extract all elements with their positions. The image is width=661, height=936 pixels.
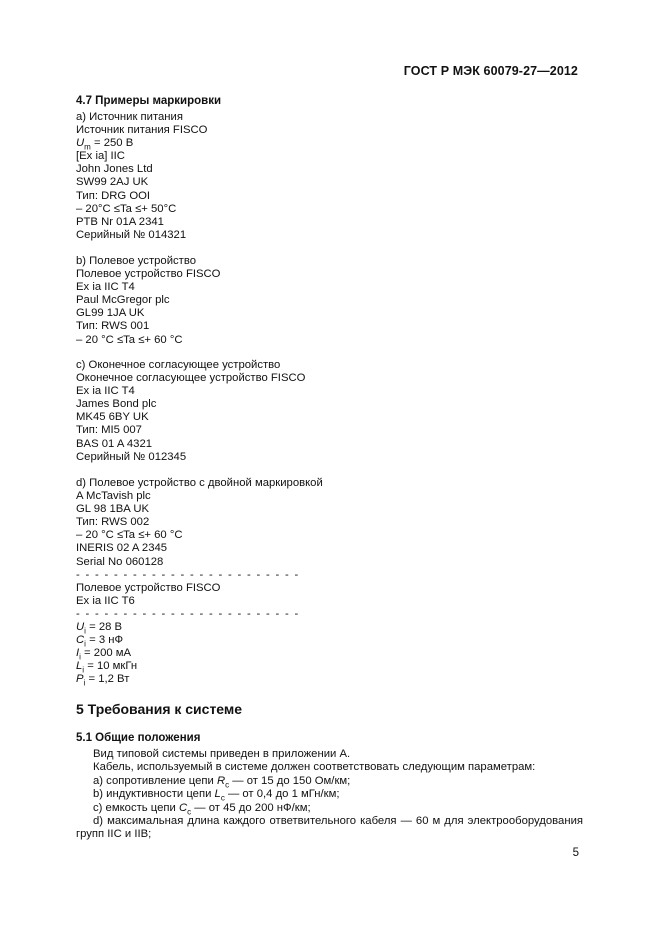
text-line: Полевое устройство FISCO [76,268,221,281]
marking-example-d [76,477,323,687]
text-line: Полевое устройство FISCO [76,581,221,594]
text-line: MK45 6BY UK [76,411,149,424]
marking-example-b [76,255,220,347]
var: U [76,137,85,150]
marking-example-c [76,359,305,464]
sub: m [84,142,91,152]
var: L [76,660,83,673]
text-line: Серийный № 014321 [76,228,187,241]
separator-line: - - - - - - - - - - - - - - - - - - - - - - - - [76,607,300,620]
text-line: b) Полевое устройство [76,255,196,267]
text-line: BAS 01 A 4321 [76,437,153,450]
param-line [76,647,323,660]
list-item: d) максимальная длина каждого ответвительного кабеля — 60 м для электрооборудования [93,815,583,828]
val: = 250 В [90,137,134,150]
sub: i [83,678,86,688]
text-line: Оконечное согласующее устройство FISCO [76,372,306,385]
var: I [76,647,80,660]
paragraph: Кабель, используемый в системе должен соответствовать следующим параметрам: [93,761,536,774]
var: C [76,634,85,647]
text-line: – 20 °C ≤Ta ≤+ 60 °C [76,529,183,542]
val: = 28 В [85,621,123,634]
text-line: SW99 2AJ UK [76,176,149,189]
text-line: a) Источник питания [76,111,183,123]
list-item: a) сопротивление цепи $R_c$ — от 15 до 150 Ом/км; [93,774,351,790]
text-line: Тип: DRG OOI [76,189,151,202]
page-number: 5 [572,847,579,859]
text-line: c) Оконечное согласующее устройство [76,359,281,371]
text-line: PTB Nr 01A 2341 [76,215,164,228]
param-line [76,673,323,686]
text-line: John Jones Ltd [76,163,153,176]
val: = 10 мкГн [84,660,138,673]
param-line [76,634,323,647]
document-header: ГОСТ Р МЭК 60079-27—2012 [403,64,578,78]
text-line: [Ex ia] IIC [76,150,125,163]
section-5-1-body [76,748,583,842]
list-item: c) емкость цепи $C_c$ — от 45 до 200 нФ/км; [93,801,311,816]
var: U [76,621,85,634]
val: = 3 нФ [85,634,124,647]
list-item: b) индуктивности цепи $L_c$ — от 0,4 до 1 мГн/км; [93,788,340,803]
val: = 1,2 Вт [85,673,130,686]
param-line [76,660,323,673]
sub: i [79,652,81,662]
text-line: Тип: RWS 002 [76,516,150,529]
text-line: Ex ia IIC T6 [76,594,135,607]
text-line: Тип: RWS 001 [76,320,150,333]
param-line [76,137,207,150]
text-line: d) Полевое устройство с двойной маркировкой [76,477,323,489]
list-item-continuation: групп IIC и IIB; [76,828,152,841]
text-line: – 20°C ≤Ta ≤+ 50°C [76,202,177,215]
sub: i [84,639,86,649]
marking-example-a [76,111,207,242]
text-line: James Bond plc [76,398,157,411]
text-line: Paul McGregor plc [76,294,170,307]
text-line: A McTavish plc [76,490,151,503]
text-line: Источник питания FISCO [76,124,208,137]
param-line [76,621,323,634]
separator-line: - - - - - - - - - - - - - - - - - - - - - - - - [76,568,300,581]
val: = 200 мА [80,647,132,660]
text-line: INERIS 02 A 2345 [76,542,168,555]
text-line: Серийный № 012345 [76,450,187,463]
paragraph: Вид типовой системы приведен в приложении А. [93,748,351,760]
section-5-title: 5 Требования к системе [76,701,243,717]
text-line: GL 98 1BA UK [76,503,150,516]
var: P [76,673,84,686]
section-5-1-title: 5.1 Общие положения [76,732,201,744]
text-line: Ex ia IIC T4 [76,385,135,398]
text-line: Тип: MI5 007 [76,424,142,437]
text-line: – 20 °C ≤Ta ≤+ 60 °C [76,333,183,346]
text-line: Ex ia IIC T4 [76,281,135,294]
text-line: GL99 1JA UK [76,307,145,320]
text-line: Serial No 060128 [76,555,164,568]
sub: i [84,626,86,636]
section-4-7-title: 4.7 Примеры маркировки [76,95,222,107]
sub: i [82,665,85,675]
